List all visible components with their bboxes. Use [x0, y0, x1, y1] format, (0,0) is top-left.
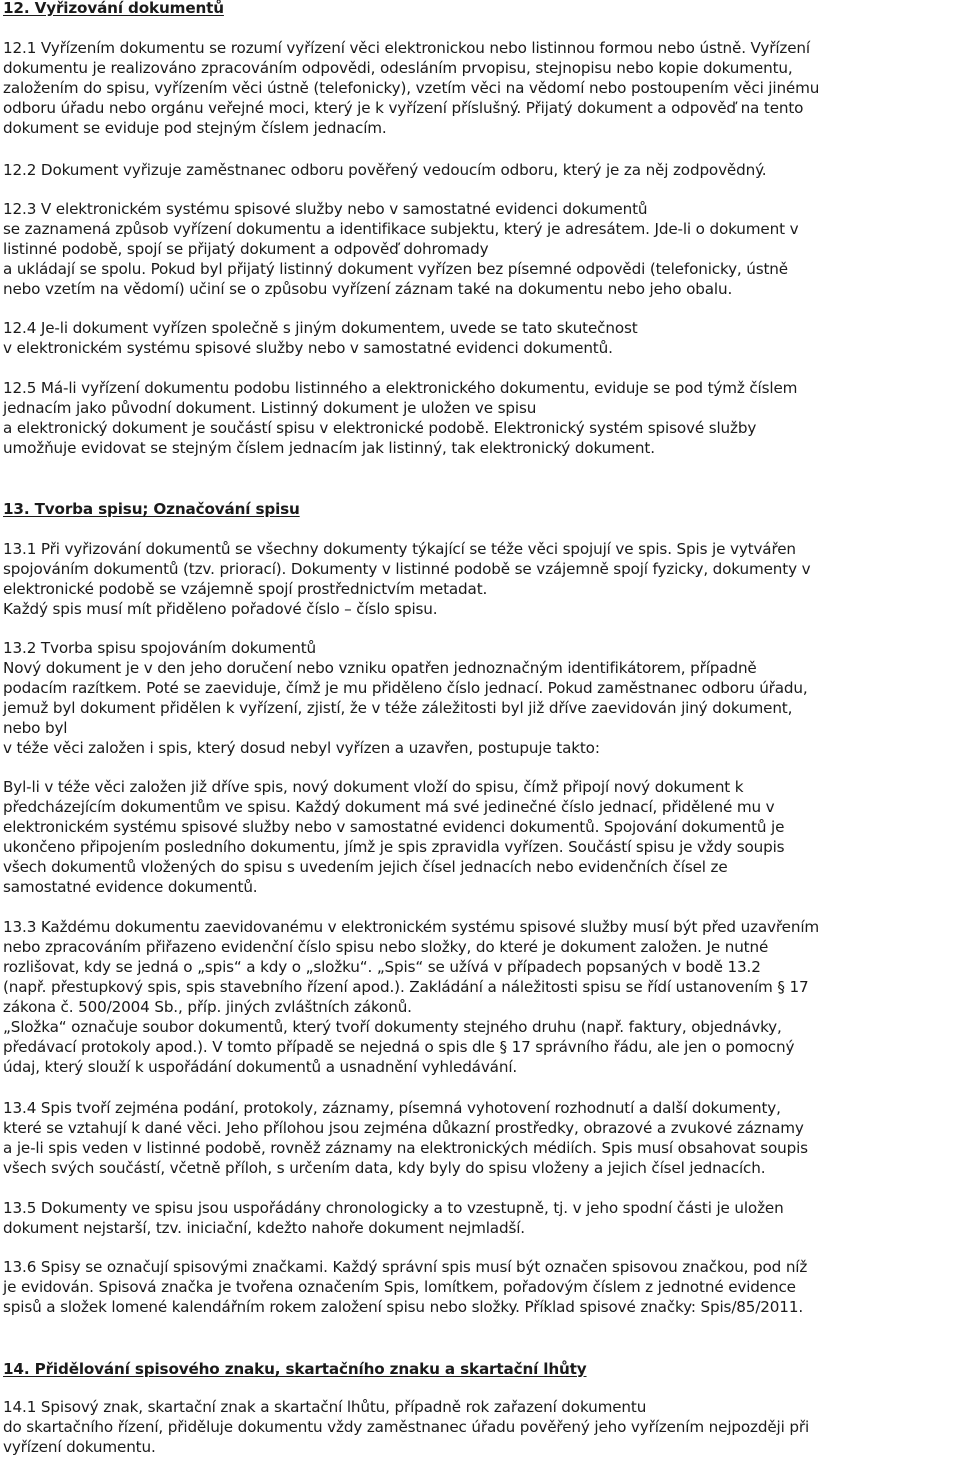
text-line: předcházejícím dokumentům ve spisu. Každý dokument má své jedinečné číslo jednací, přidělené mu v — [3, 798, 775, 816]
text-line: spojováním dokumentů (tzv. priorací). Dokumenty v listinné podobě se vzájemně spojí fyzicky, dokumenty v — [3, 560, 811, 578]
text-line: jemuž byl dokument přidělen k vyřízení, zjistí, že v téže záležitosti byl již dříve zaevidován jiný dokument, — [3, 699, 793, 717]
text-line: v elektronickém systému spisové služby nebo v samostatné evidenci dokumentů. — [3, 339, 613, 357]
text-line: Každý spis musí mít přiděleno pořadové číslo – číslo spisu. — [3, 600, 438, 618]
text-line: 12.3 V elektronickém systému spisové služby nebo v samostatné evidenci dokumentů — [3, 200, 648, 218]
text-line: v téže věci založen i spis, který dosud nebyl vyřízen a uzavřen, postupuje takto: — [3, 739, 600, 757]
text-line: 12.4 Je-li dokument vyřízen společně s jiným dokumentem, uvede se tato skutečnost — [3, 319, 638, 337]
paragraph-12-1 — [3, 38, 958, 138]
text-line: spisů a složek lomené kalendářním rokem založení spisu nebo složky. Příklad spisové značky: Spis/85/2011. — [3, 1298, 804, 1316]
text-line: vyřízení dokumentu. — [3, 1438, 156, 1456]
text-line: předávací protokoly apod.). V tomto případě se nejedná o spis dle § 17 správního řádu, ale jen o pomocný — [3, 1038, 795, 1056]
text-line: a elektronický dokument je součástí spisu v elektronické podobě. Elektronický systém spisové služby — [3, 419, 757, 437]
text-line: a je-li spis veden v listinné podobě, rovněž záznamy na elektronických médiích. Spis musí obsahovat soupis — [3, 1139, 808, 1157]
paragraph-13-2-continued — [3, 777, 958, 897]
paragraph-12-2 — [3, 160, 958, 180]
paragraph-13-4 — [3, 1098, 958, 1178]
text-line: všech dokumentů vložených do spisu s uvedením jejich čísel jednacích nebo evidenčních čísel ze — [3, 858, 728, 876]
text-line: 13.5 Dokumenty ve spisu jsou uspořádány chronologicky a to vzestupně, tj. v jeho spodní části je uložen — [3, 1199, 784, 1217]
text-line: 13.3 Každému dokumentu zaevidovanému v elektronickém systému spisové služby musí být před uzavřením — [3, 918, 820, 936]
text-line: je evidován. Spisová značka je tvořena označením Spis, lomítkem, pořadovým číslem z jednotné evidence — [3, 1278, 796, 1296]
text-line: rozlišovat, kdy se jedná o „spis“ a kdy o „složku“. „Spis“ se užívá v případech popsaných v bodě 13.2 — [3, 958, 761, 976]
text-line: jednacím jako původní dokument. Listinný dokument je uložen ve spisu — [3, 399, 537, 417]
text-line: 12.5 Má-li vyřízení dokumentu podobu listinného a elektronického dokumentu, eviduje se pod týmž číslem — [3, 379, 798, 397]
text-line: 13.6 Spisy se označují spisovými značkami. Každý správní spis musí být označen spisovou značkou, pod níž — [3, 1258, 808, 1276]
paragraph-14-1 — [3, 1397, 958, 1457]
text-line: všech svých součástí, včetně příloh, s určením data, kdy byly do spisu vloženy a jejich čísel jednacích. — [3, 1159, 766, 1177]
text-line: dokumentu je realizováno zpracováním odpovědi, odesláním prvopisu, stejnopisu nebo kopie dokumentu, — [3, 59, 793, 77]
text-line: dokument nejstarší, tzv. iniciační, kdežto nahoře dokument nejmladší. — [3, 1219, 525, 1237]
section-13-heading: 13. Tvorba spisu; Označování spisu — [3, 500, 300, 518]
text-line: elektronickém systému spisové služby nebo v samostatné evidenci dokumentů. Spojování dokumentů je — [3, 818, 785, 836]
text-line: 13.4 Spis tvoří zejména podání, protokoly, záznamy, písemná vyhotovení rozhodnutí a další dokumenty, — [3, 1099, 781, 1117]
paragraph-13-6 — [3, 1257, 958, 1317]
text-line: 13.1 Při vyřizování dokumentů se všechny dokumenty týkající se téže věci spojují ve spis. Spis je vytvářen — [3, 540, 796, 558]
text-line: umožňuje evidovat se stejným číslem jednacím jak listinný, tak elektronický dokument. — [3, 439, 655, 457]
section-14-heading: 14. Přidělování spisového znaku, skartačního znaku a skartační lhůty — [3, 1360, 587, 1378]
text-line: nebo zpracováním přiřazeno evidenční číslo spisu nebo složky, do které je dokument založen. Je nutné — [3, 938, 769, 956]
text-line: zákona č. 500/2004 Sb., příp. jiných zvláštních zákonů. — [3, 998, 412, 1016]
paragraph-12-3 — [3, 199, 958, 299]
text-line: dokument se eviduje pod stejným číslem jednacím. — [3, 119, 387, 137]
text-line: elektronické podobě se vzájemně spojí prostřednictvím metadat. — [3, 580, 488, 598]
text-line: se zaznamená způsob vyřízení dokumentu a identifikace subjektu, který je adresátem. Jde-li o dokument v — [3, 220, 799, 238]
text-line: nebo vzetím na vědomí) učiní se o způsobu vyřízení záznam také na dokumentu nebo jeho obalu. — [3, 280, 733, 298]
paragraph-13-3 — [3, 917, 958, 1077]
text-line: Nový dokument je v den jeho doručení nebo vzniku opatřen jednoznačným identifikátorem, případně — [3, 659, 757, 677]
paragraph-12-4 — [3, 318, 958, 358]
text-line: založením do spisu, vyřízením věci ústně (telefonicky), vzetím věci na vědomí nebo postoupením věci jinému — [3, 79, 820, 97]
text-line: odboru úřadu nebo orgánu veřejné moci, který je k vyřízení příslušný. Přijatý dokument a odpověď na tento — [3, 99, 804, 117]
text-line: 14.1 Spisový znak, skartační znak a skartační lhůtu, případně rok zařazení dokumentu — [3, 1398, 647, 1416]
text-line: údaj, který slouží k uspořádání dokumentů a usnadnění vyhledávání. — [3, 1058, 518, 1076]
text-line: 12.2 Dokument vyřizuje zaměstnanec odboru pověřený vedoucím odboru, který je za něj zodpovědný. — [3, 161, 767, 179]
text-line: a ukládají se spolu. Pokud byl přijatý listinný dokument vyřízen bez písemné odpovědi (telefonicky, ústně — [3, 260, 788, 278]
text-line: podacím razítkem. Poté se zaeviduje, čímž je mu přiděleno číslo jednací. Pokud zaměstnanec odboru úřadu, — [3, 679, 808, 697]
text-line: ukončeno připojením posledního dokumentu, jímž je spis zpravidla vyřízen. Součástí spisu je vždy soupis — [3, 838, 785, 856]
paragraph-13-5 — [3, 1198, 958, 1238]
paragraph-13-1 — [3, 539, 958, 619]
text-line: (např. přestupkový spis, spis stavebního řízení apod.). Zakládání a náležitosti spisu se řídí ustanovením § 17 — [3, 978, 809, 996]
text-line: samostatné evidence dokumentů. — [3, 878, 258, 896]
text-line: nebo byl — [3, 719, 68, 737]
text-line: listinné podobě, spojí se přijatý dokument a odpověď dohromady — [3, 240, 489, 258]
paragraph-13-2 — [3, 638, 958, 758]
text-line: 13.2 Tvorba spisu spojováním dokumentů — [3, 639, 317, 657]
paragraph-12-5 — [3, 378, 958, 458]
text-line: do skartačního řízení, přiděluje dokumentu vždy zaměstnanec úřadu pověřený jeho vyřízením nejpozději při — [3, 1418, 810, 1436]
section-12-heading: 12. Vyřizování dokumentů — [3, 0, 224, 17]
text-line: které se vztahují k dané věci. Jeho přílohou jsou zejména důkazní prostředky, obrazové a zvukové záznamy — [3, 1119, 804, 1137]
text-line: 12.1 Vyřízením dokumentu se rozumí vyřízení věci elektronickou nebo listinnou formou nebo ústně. Vyřízení — [3, 39, 810, 57]
text-line: „Složka“ označuje soubor dokumentů, který tvoří dokumenty stejného druhu (např. faktury, objednávky, — [3, 1018, 782, 1036]
text-line: Byl-li v téže věci založen již dříve spis, nový dokument vloží do spisu, čímž připojí nový dokument k — [3, 778, 744, 796]
